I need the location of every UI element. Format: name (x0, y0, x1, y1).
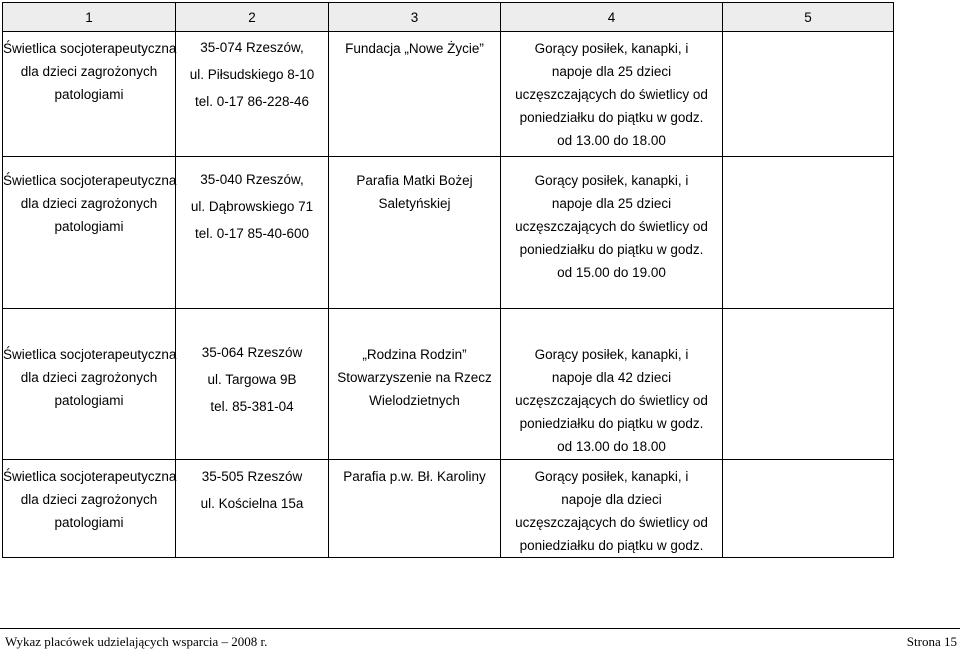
table-row (3, 309, 894, 460)
facility-name-cell (3, 309, 176, 460)
organization-line: Wielodzietnych (369, 393, 460, 408)
support-line: uczęszczających do świetlicy od (515, 87, 708, 102)
facility-name-line: patologiami (54, 87, 124, 102)
facility-name-line: dla dzieci zagrożonych (20, 64, 158, 79)
facility-name-line: Świetlica socjoterapeutyczna (3, 173, 177, 188)
address-line: 35-064 Rzeszów (201, 345, 303, 360)
organization-line: Parafia p.w. Bł. Karoliny (343, 469, 486, 484)
organization-line: „Rodzina Rodzin” (362, 347, 467, 362)
organization-cell (329, 157, 501, 309)
empty-cell (723, 309, 894, 460)
empty-cell (723, 460, 894, 558)
organization-cell (329, 32, 501, 157)
facility-name-line: dla dzieci zagrożonych (20, 492, 158, 507)
address-line: tel. 85-381-04 (210, 399, 294, 414)
column-header: 2 (176, 3, 329, 32)
table-row (3, 157, 894, 309)
facility-name-line: patologiami (54, 219, 124, 234)
address-line: 35-505 Rzeszów (201, 469, 303, 484)
support-line: napoje dla dzieci (561, 492, 662, 507)
support-line: napoje dla 25 dzieci (551, 196, 672, 211)
support-line: Gorący posiłek, kanapki, i (534, 173, 689, 188)
support-line: Gorący posiłek, kanapki, i (534, 347, 689, 362)
header-row (3, 3, 894, 32)
facility-name-cell (3, 32, 176, 157)
address-line: ul. Dąbrowskiego 71 (190, 199, 314, 214)
support-line: Gorący posiłek, kanapki, i (534, 469, 689, 484)
page-footer (0, 628, 960, 652)
support-cell (501, 32, 723, 157)
support-facilities-table (2, 2, 894, 558)
address-line: tel. 0-17 86-228-46 (194, 94, 310, 109)
address-cell (176, 460, 329, 558)
facility-name-line: dla dzieci zagrożonych (20, 196, 158, 211)
footer-document-title: Wykaz placówek udzielających wsparcia – 2008 r. (5, 634, 268, 649)
organization-line: Saletyńskiej (378, 196, 451, 211)
facility-name-line: patologiami (54, 393, 124, 408)
facility-name-line: Świetlica socjoterapeutyczna (3, 41, 177, 56)
support-line: uczęszczających do świetlicy od (515, 393, 708, 408)
address-cell (176, 32, 329, 157)
address-cell (176, 157, 329, 309)
footer-page-number: Strona 15 (906, 634, 957, 649)
facility-name-cell (3, 157, 176, 309)
organization-line: Parafia Matki Bożej (356, 173, 473, 188)
column-header: 1 (3, 3, 176, 32)
facility-name-cell (3, 460, 176, 558)
support-line: napoje dla 42 dzieci (551, 370, 672, 385)
facility-name-line: patologiami (54, 515, 124, 530)
facility-name-line: dla dzieci zagrożonych (20, 370, 158, 385)
support-line: poniedziałku do piątku w godz. (519, 242, 704, 257)
support-line: napoje dla 25 dzieci (551, 64, 672, 79)
address-line: ul. Targowa 9B (207, 372, 297, 387)
support-line: poniedziałku do piątku w godz. (519, 538, 704, 553)
empty-cell (723, 157, 894, 309)
support-line: poniedziałku do piątku w godz. (519, 110, 704, 125)
support-line: od 13.00 do 18.00 (557, 439, 666, 454)
empty-cell (723, 32, 894, 157)
organization-cell (329, 309, 501, 460)
support-line: uczęszczających do świetlicy od (515, 219, 708, 234)
support-line: Gorący posiłek, kanapki, i (534, 41, 689, 56)
facility-name-line: Świetlica socjoterapeutyczna (3, 347, 177, 362)
table-row (3, 32, 894, 157)
support-line: poniedziałku do piątku w godz. (519, 416, 704, 431)
support-line: od 15.00 do 19.00 (557, 265, 666, 280)
organization-cell (329, 460, 501, 558)
support-line: uczęszczających do świetlicy od (515, 515, 708, 530)
support-cell (501, 157, 723, 309)
address-line: ul. Piłsudskiego 8-10 (189, 67, 315, 82)
support-line: od 13.00 do 18.00 (557, 133, 666, 148)
address-line: 35-040 Rzeszów, (200, 172, 304, 187)
address-line: 35-074 Rzeszów, (200, 40, 304, 55)
column-header: 4 (501, 3, 723, 32)
organization-line: Stowarzyszenie na Rzecz (337, 370, 492, 385)
address-line: tel. 0-17 85-40-600 (194, 226, 310, 241)
address-cell (176, 309, 329, 460)
table-row (3, 460, 894, 558)
column-header: 5 (723, 3, 894, 32)
address-line: ul. Kościelna 15a (200, 496, 304, 511)
facility-name-line: Świetlica socjoterapeutyczna (3, 469, 177, 484)
support-cell (501, 309, 723, 460)
support-cell (501, 460, 723, 558)
column-header: 3 (329, 3, 501, 32)
organization-line: Fundacja „Nowe Życie” (345, 41, 484, 56)
